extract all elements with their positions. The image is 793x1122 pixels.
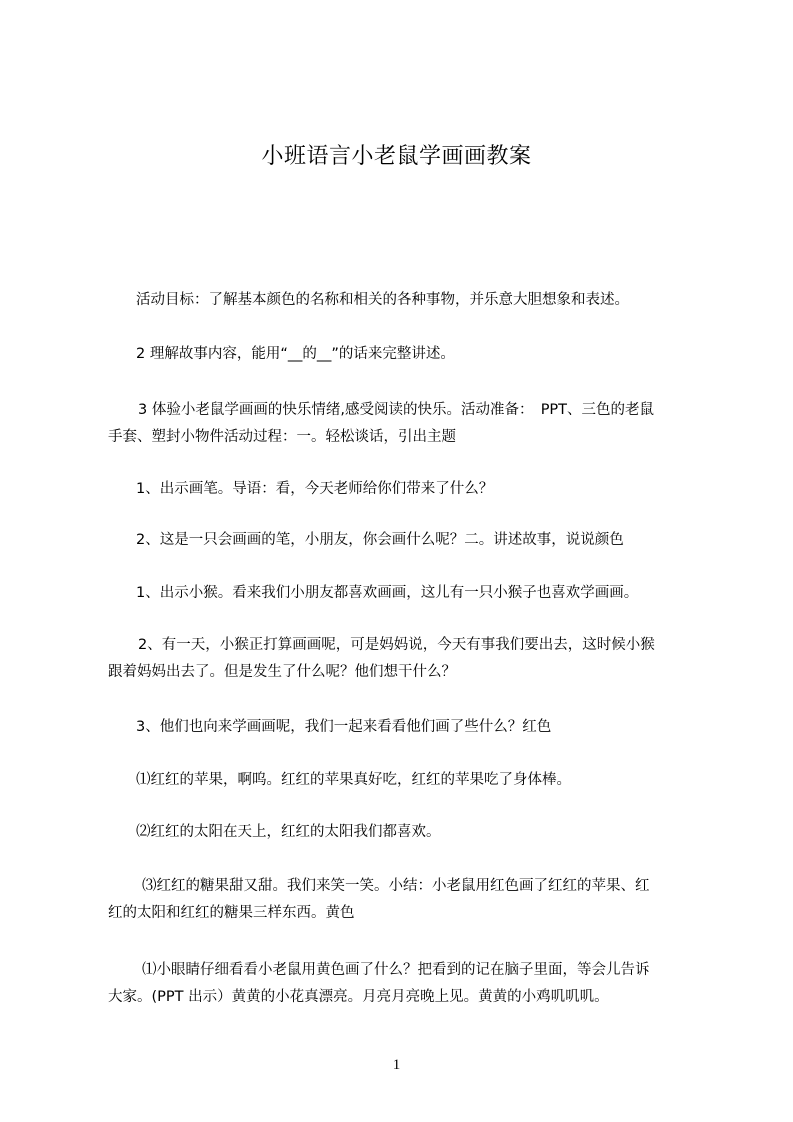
paragraph-step-1 [136,476,738,503]
paragraph-line: 大家。(PPT 出示）黄黄的小花真漂亮。月亮月亮晚上见。黄黄的小鸡叽叽叽。 [108,989,609,1005]
paragraph-line: 活动目标：了解基本颜色的名称和相关的各种事物，并乐意大胆想象和表述。 [136,292,629,308]
paragraph-monkey-1 [136,580,738,607]
page-number: 1 [392,1057,401,1073]
paragraph-line: 手套、塑封小物件活动过程：一。轻松谈话，引出主题 [108,429,456,445]
paragraph-line: ⑴红红的苹果，啊呜。红红的苹果真好吃，红红的苹果吃了身体棒。 [136,772,571,788]
paragraph-monkey-3 [136,714,738,741]
paragraph-red-candy [108,873,710,927]
paragraph-line: 2 理解故事内容，能用“__的__”的话来完整讲述。 [136,346,455,362]
paragraph-red-apple [136,767,738,794]
paragraph-monkey-2 [108,632,710,686]
paragraph-goal-3 [108,397,710,451]
paragraph-line: 3、他们也向来学画画呢，我们一起来看看他们画了些什么？红色 [136,719,552,735]
paragraph-line: 2、有一天，小猴正打算画画呢，可是妈妈说，今天有事我们要出去，这时候小猴 [138,637,655,653]
paragraph-line: 1、出示小猴。看来我们小朋友都喜欢画画，这儿有一只小猴子也喜欢学画画。 [136,585,639,601]
paragraph-line: ⑴小眼睛仔细看看小老鼠用黄色画了什么？把看到的记在脑子里面，等会儿告诉 [142,962,650,978]
paragraph-line: ⑵红红的太阳在天上，红红的太阳我们都喜欢。 [136,824,441,840]
paragraph-line: 跟着妈妈出去了。但是发生了什么呢？他们想干什么？ [108,664,456,680]
document-title: 小班语言小老鼠学画画教案 [261,144,532,169]
paragraph-line: 3 体验小老鼠学画画的快乐情绪,感受阅读的快乐。活动准备： PPT、三色的老鼠 [138,402,655,418]
paragraph-line: 红的太阳和红红的糖果三样东西。黄色 [108,905,355,921]
paragraph-step-2 [136,527,738,554]
paragraph-line: ⑶红红的糖果甜又甜。我们来笑一笑。小结：小老鼠用红色画了红红的苹果、红 [142,878,650,894]
paragraph-objective [136,287,738,314]
paragraph-line: 1、出示画笔。导语：看，今天老师给你们带来了什么？ [136,481,494,497]
paragraph-yellow [108,957,710,1011]
paragraph-goal-2 [136,341,738,368]
paragraph-red-sun [136,819,738,846]
paragraph-line: 2、这是一只会画画的笔，小朋友，你会画什么呢？二。讲述故事，说说颜色 [136,532,624,548]
